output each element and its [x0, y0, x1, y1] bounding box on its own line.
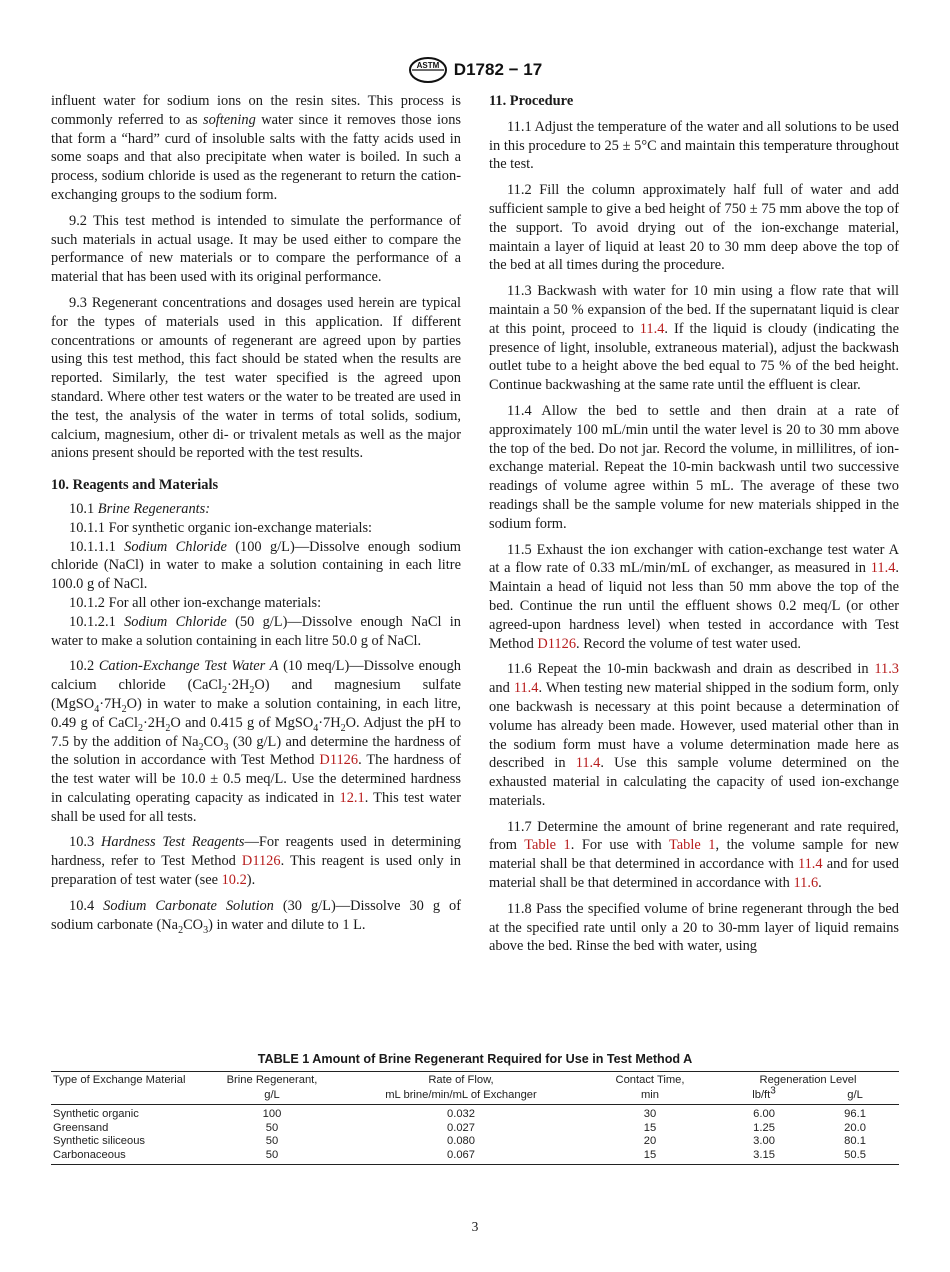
paragraph-11-3: 11.3 Backwash with water for 10 min using a flow rate that will maintain a 50 % expansion of the bed. If the supernatant liquid is clear at this point, proceed to 11.4. If the liquid is cloudy (indicating the presence of light, insoluble, extraneous material), adjust the backwash outlet tube to a height above the bed equal to 75 % of the bed height. Continue backwashing at the same rate until the effluent is clear.: [489, 283, 899, 394]
paragraph-10-1-1: 10.1.1 For synthetic organic ion-exchange materials:: [69, 519, 373, 536]
subscript: 2: [340, 722, 346, 734]
left-column: [51, 92, 461, 934]
subscript: 2: [198, 741, 204, 753]
unit-gl: g/L: [811, 1088, 899, 1105]
paragraph-10-1: 10.1 Brine Regenerants:: [69, 500, 211, 517]
paragraph-11-2: 11.2 Fill the column approximately half full of water and add sufficient sample to give a bed height of 750 ± 75 mm above the top of the support. To avoid drying out of the ion-exchange material, maintain a layer of liquid at least 20 to 30 mm deep above the top of the bed at all times during the procedure.: [489, 182, 899, 274]
link-11-4[interactable]: 11.4: [870, 560, 896, 577]
link-table-1[interactable]: Table 1: [524, 837, 571, 854]
table-title: TABLE 1 Amount of Brine Regenerant Required for Use in Test Method A: [257, 1052, 693, 1066]
link-10-2[interactable]: 10.2: [221, 872, 247, 889]
header-type: Type of Exchange Material: [51, 1072, 205, 1089]
section-heading-11: 11. Procedure: [489, 93, 574, 109]
table-row: Greensand 50 0.027 15 1.25 20.0: [53, 1121, 866, 1134]
header-rate: Rate of Flow,: [339, 1072, 583, 1089]
unit-lb-ft3: $lb/ft^3$: [717, 1088, 811, 1105]
subscript: 2: [249, 684, 255, 696]
subscript: 2: [121, 703, 127, 715]
paragraph-10-1-2: 10.1.2 For all other ion-exchange materials:: [69, 594, 322, 611]
paragraph-9-3: 9.3 Regenerant concentrations and dosages used herein are typical for the types of materials used in this application. If different concentrations or amounts of regenerant are agreed upon by parties using this test method, this fact should be stated when the results are reported. Similarly, the test water specified is the agreed upon standard. Where other test waters or the water to be treated are used in the test, the analysis of the water in terms of total solids, sodium, calcium, magnesium, other di- or trivalent metals as well as the major anions present should be reported with the test results.: [51, 294, 461, 462]
paragraph-11-8: 11.8 Pass the specified volume of brine regenerant through the bed at the specified rate until only a 20 to 30-mm layer of liquid remains above the bed. Rinse the bed with water, using: [489, 900, 899, 955]
link-11-4[interactable]: 11.4: [797, 856, 823, 873]
link-table-1[interactable]: Table 1: [668, 837, 716, 854]
link-11-3[interactable]: 11.3: [874, 661, 899, 678]
brine-regenerant-table: [51, 1071, 899, 1165]
subscript: 2: [165, 722, 171, 734]
paragraph-11-7: 11.7 Determine the amount of brine regenerant and rate required, from Table 1. For use with Table 1, the volume sample for new material shall be that determined in accordance with 11.4 and for used material shall be that determined in accordance with 11.6.: [489, 818, 899, 892]
link-11-6[interactable]: 11.6: [793, 875, 819, 892]
paragraph-10-2: 10.2 Cation-Exchange Test Water A (10 meq/L)—Dissolve enough calcium chloride $(CaCl_2\cdot 2H_2O)$ and magnesium sulfate $(MgSO_4\cdot 7H_2O)$ in water to make a solution containing, in each litre, 0.49 g of $CaCl_2\cdot 2H_2O$ and 0.415 g of $MgSO_4\cdot 7H_2O$. Adjust the pH to 7.5 by the addition of $Na_2CO_3$ (30 g/L) and determine the hardness of the solution in accordance with Test Method D1126. The hardness of the test water will be 10.0 ± 0.5 meq/L. Use the determined hardness in calculating operating capacity as indicated in 12.1. This test water shall be used for all tests.: [51, 658, 461, 825]
document-id: D1782 − 17: [453, 60, 543, 79]
subscript: 3: [203, 924, 209, 936]
right-column: [489, 92, 899, 956]
table-row: Synthetic organic 100 0.032 30 6.00 96.1: [53, 1108, 866, 1120]
link-11-4[interactable]: 11.4: [513, 680, 539, 697]
paragraph-10-1-2-1: 10.1.2.1 Sodium Chloride (50 g/L)—Dissolve enough NaCl in water to make a solution containing in each litre 50.0 g of NaCl.: [51, 613, 461, 649]
paragraph-10-4: 10.4 Sodium Carbonate Solution (30 g/L)—Dissolve 30 g of sodium carbonate $(Na_2CO_3)$ in water and dilute to 1 L.: [51, 897, 462, 936]
subscript: 4: [313, 722, 319, 734]
paragraph-9-1-continued: influent water for sodium ions on the resin sites. This process is commonly referred to as softening water since it removes those ions that form a “hard” curd of insoluble salts with the fatty acids used in some soaps and that also precipitate when water is boiled. In such a process, sodium chloride is used as the regenerant to return the cation-exchanging groups to the sodium form.: [51, 93, 461, 203]
table-1: [51, 1052, 899, 1165]
superscript: 3: [770, 1085, 776, 1097]
link-11-4[interactable]: 11.4: [575, 755, 601, 772]
subscript: 3: [223, 741, 229, 753]
header-regeneration: Regeneration Level: [717, 1072, 899, 1089]
section-heading-10: 10. Reagents and Materials: [51, 477, 219, 494]
page-header: [0, 56, 950, 84]
astm-logo-icon: [408, 56, 448, 84]
paragraph-9-2: 9.2 This test method is intended to simulate the performance of such materials in actual usage. It may be used either to compare the performance of new materials or to compare the performance of a material that has been used with its original performance.: [51, 212, 461, 286]
table-row: Carbonaceous 50 0.067 15 3.15 50.5: [51, 1149, 899, 1165]
paragraph-11-6: 11.6 Repeat the 10-min backwash and drain as described in 11.3 and 11.4. When testing new material shipped in the sodium form, only one backwash is necessary at this point because a determination of volume has already been made. However, used material other than in the sodium form must have a volume determination made here as described in 11.4. Use this sample volume determined on the exhausted material in calculating the capacity of used ion-exchange materials.: [489, 661, 899, 809]
paragraph-11-1: 11.1 Adjust the temperature of the water and all solutions to be used in this procedure to 25 ± 5°C and maintain this temperature throughout the test.: [489, 118, 899, 173]
subscript: 2: [178, 924, 184, 936]
subscript: 4: [94, 703, 100, 715]
page-number: 3: [471, 1219, 479, 1234]
paragraph-11-4: 11.4 Allow the bed to settle and then drain at a rate of approximately 100 mL/min until the water level is 20 to 30 mm above the top of the bed. Do not jar. Record the volume, in millilitres, of ion-exchange material. Repeat the 10-min backwash until two successive readings of volume agree within 5 mL. The average of these two readings shall be the sample volume for new materials shipped in the sodium form.: [489, 402, 899, 532]
link-12-1[interactable]: 12.1: [339, 789, 365, 806]
header-contact: Contact Time,: [583, 1072, 717, 1089]
unit-rate: mL brine/min/mL of Exchanger: [339, 1088, 583, 1105]
paragraph-10-1-1-1: 10.1.1.1 Sodium Chloride (100 g/L)—Dissolve enough sodium chloride (NaCl) in water to make a solution containing in each litre 100.0 g of NaCl.: [51, 538, 461, 593]
table-row: Synthetic siliceous 50 0.080 20 3.00 80.1: [53, 1135, 866, 1147]
paragraph-11-5: 11.5 Exhaust the ion exchanger with cation-exchange test water A at a flow rate of 0.33 mL/min/mL of exchanger, as measured in 11.4. Maintain a head of liquid not less than 50 mm above the top of the bed. Continue the run until the effluent shows 0.2 meq/L (or other agreed-upon hardness level) when tested in accordance with Test Method D1126. Record the volume of test water used.: [489, 541, 899, 652]
link-d1126[interactable]: D1126: [537, 635, 577, 652]
paragraph-10-3: 10.3 Hardness Test Reagents—For reagents used in determining hardness, refer to Test Method D1126. This reagent is used only in preparation of test water (see 10.2).: [51, 834, 462, 889]
subscript: 2: [222, 684, 228, 696]
header-brine: Brine Regenerant,: [205, 1072, 339, 1089]
subscript: 2: [138, 722, 143, 734]
unit-contact: min: [583, 1088, 717, 1105]
link-d1126[interactable]: D1126: [241, 853, 281, 870]
link-11-4[interactable]: 11.4: [639, 320, 665, 337]
link-d1126[interactable]: D1126: [319, 752, 359, 769]
astm-logo-text: ASTM: [416, 61, 440, 70]
unit-brine: g/L: [205, 1088, 339, 1105]
